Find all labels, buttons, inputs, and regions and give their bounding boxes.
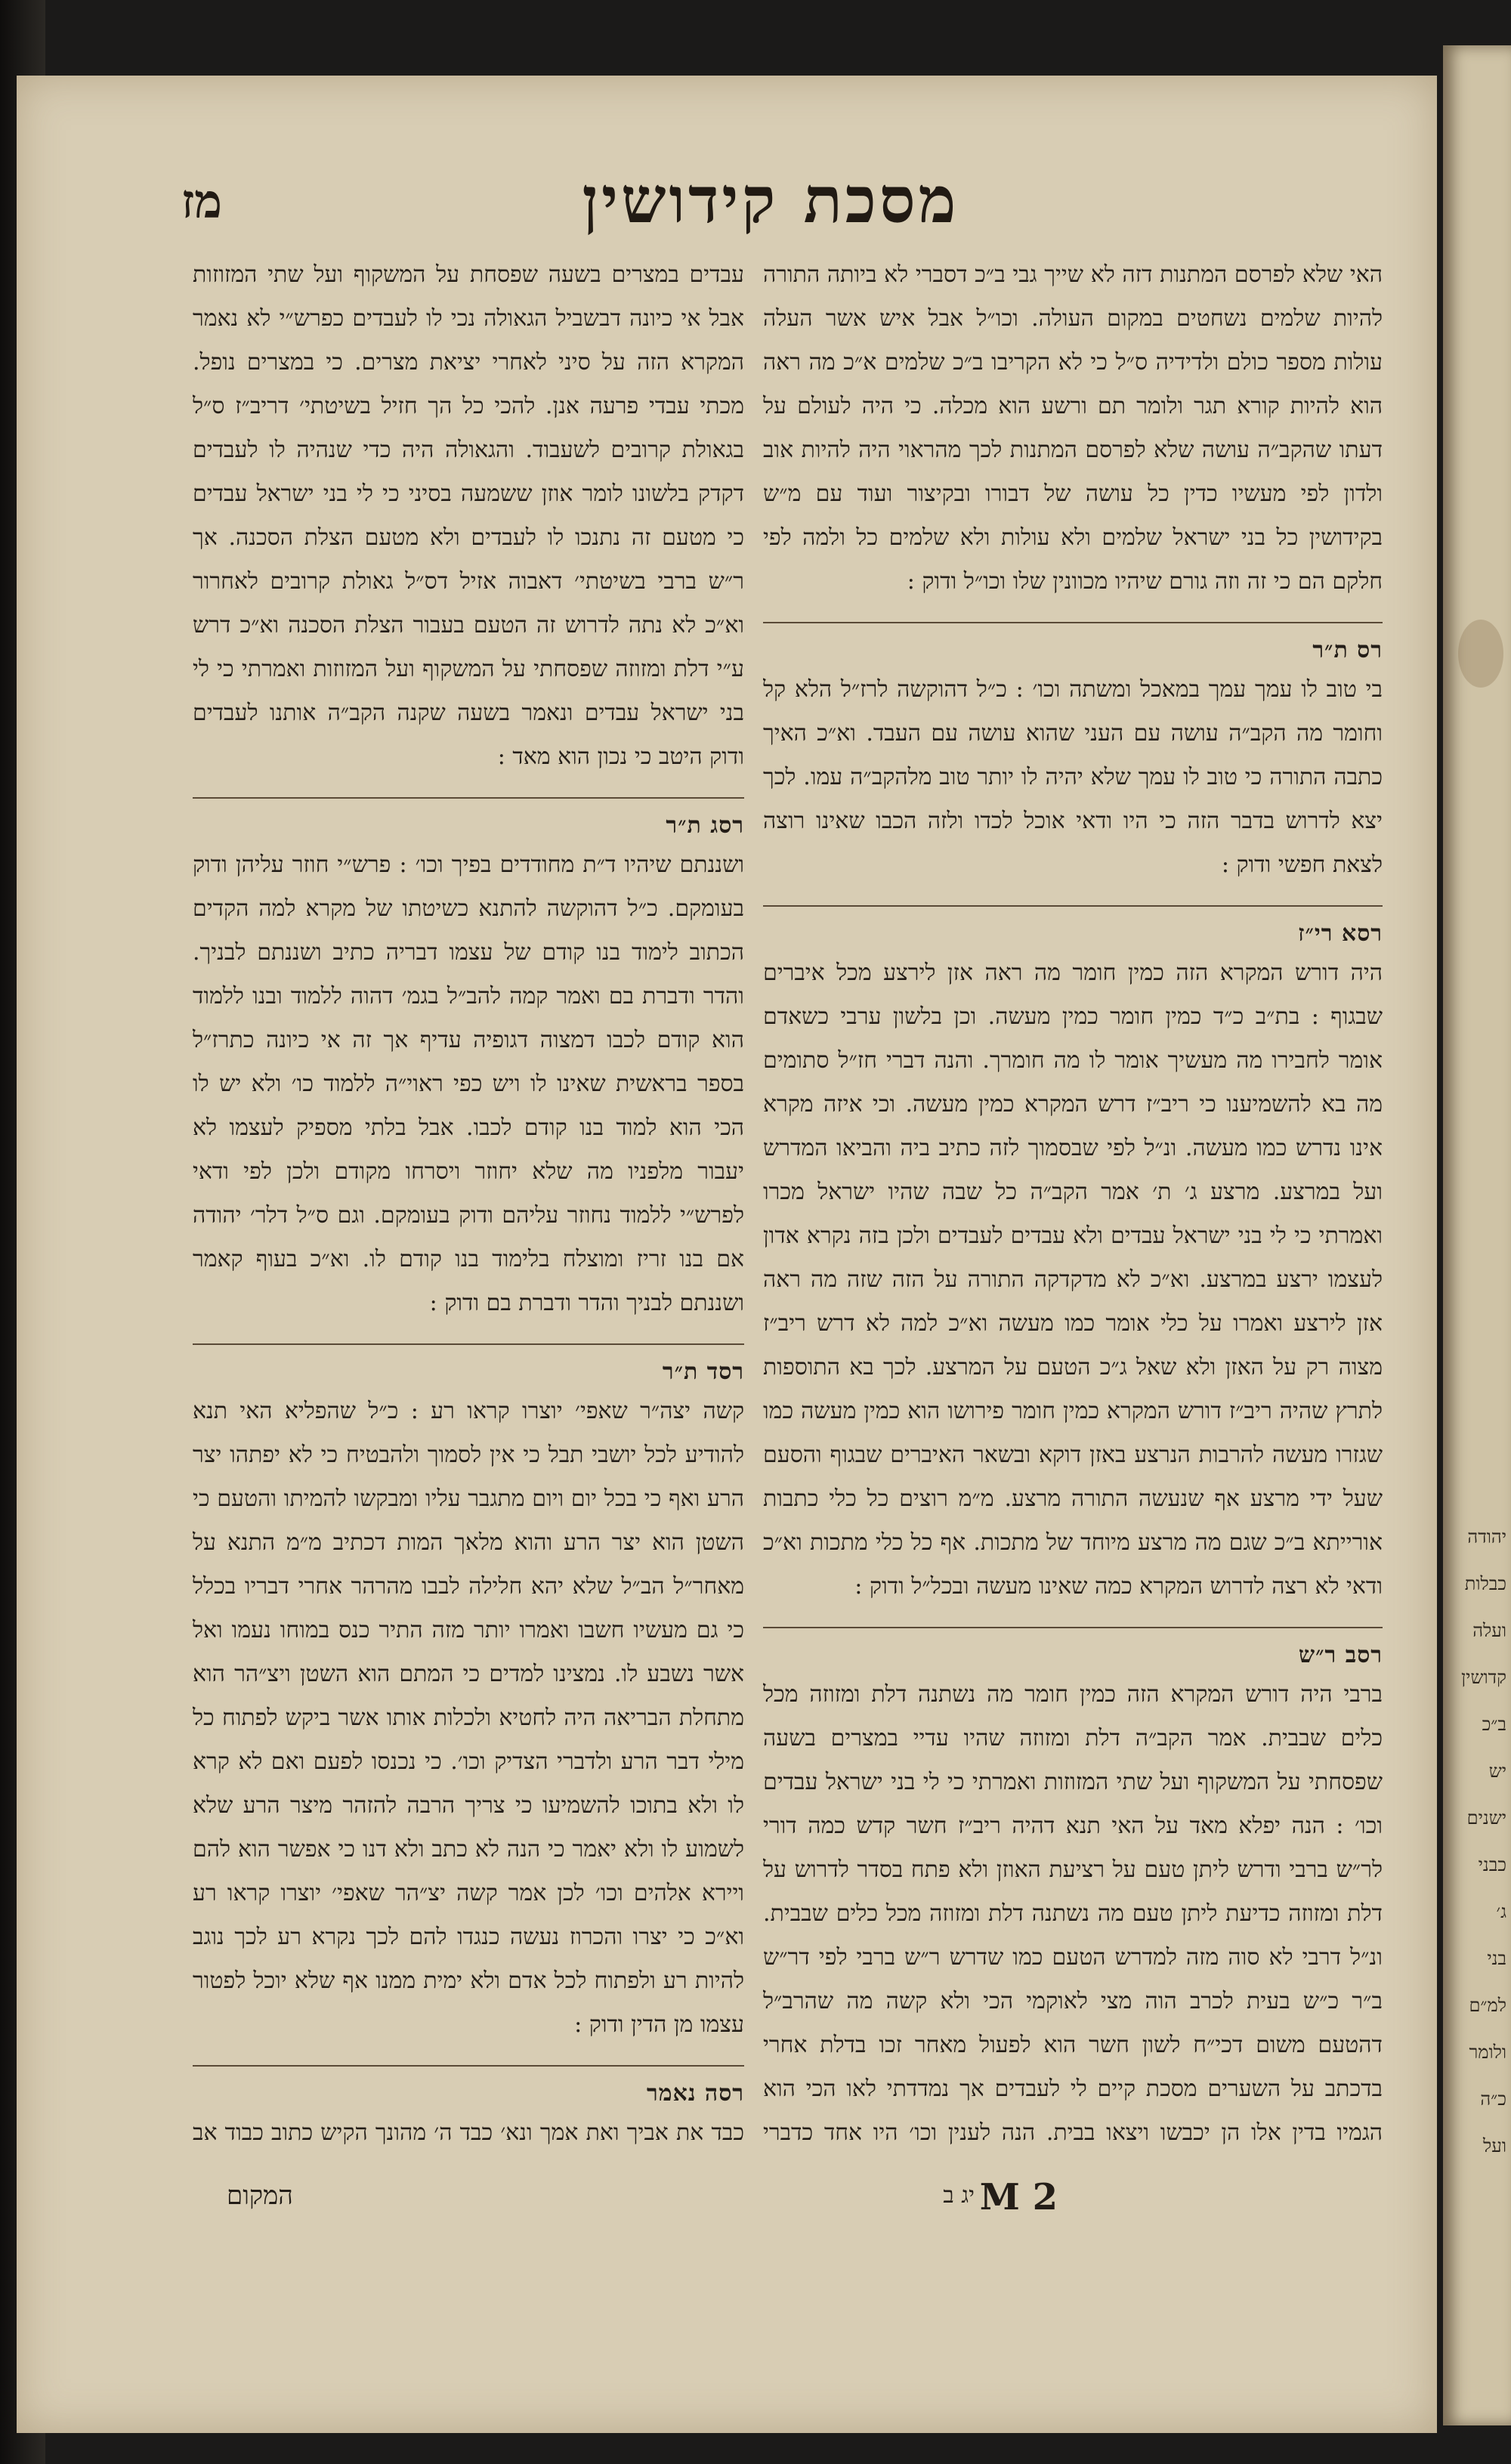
section-divider xyxy=(193,2065,744,2067)
section-text: כבד את אביך ואת אמך ונא׳ כבד ה׳ מהונך הקיש כתוב כבוד אב xyxy=(193,2119,744,2146)
adjacent-page-line: כבלות xyxy=(1464,1573,1506,1594)
adjacent-page-line: כבני xyxy=(1478,1854,1506,1875)
section-divider xyxy=(763,905,1383,907)
section-heading: רסג ת״ר xyxy=(666,812,744,839)
section-text: היה דורש המקרא הזה כמין חומר מה ראה אזן לירצע מכל איברים שבגוף : בת״ב כ״ד כמין חומר כמין מעשה. וכן בלשון ערבי כשאדם אומר לחבירו מה מעשיך אומר לו מה חומרך. והנה דברי חז״ל סתומים מה בא להשמיענו כי ריב״ז דרש המקרא כמין מעשה. וכי איזה מקרא אינו נדרש כמו מעשה. ונ״ל לפי שבסמוך לזה כתיב ביה והביאו המדרש ועל במרצע. מרצע ג׳ ת׳ אמר הקב״ה כל שבה שהיו ישראל מכרו ואמרתי כי לי בני ישראל עבדים ולא עבדים לעבדים ולכן בזה נקרא אדון לעצמו ירצע במרצע. וא״כ לא מדקדקה התורה על הזה שזה מה ראה אזן לירצע ואמרו על כלי אומר כמו מעשה וא״כ למה לא דרש ריב״ז מצוה רק על האזן ולא שאל ג״כ הטעם על המרצע. לכך בא התוספות לתרץ שהיה ריב״ז דורש המקרא כמין חומר פירושו הוא כמין מעשה כמו שגזרו מעשה להרבות הנרצע באזן דוקא ובשאר האיברים שבגוף והסעם שעל ידי מרצע אף שנעשה התורה מרצע. מ״מ רוצים כל כלי כתבות אורייתא ב״כ שגם מה מרצע מיוחד של מתכות. אף כל כלי מתכות וא״כ ודאי לא רצה לדרוש המקרא כמה שאינו מעשה ובכל״ל ודוק : xyxy=(763,960,1383,1600)
section-heading: רסה נאמר xyxy=(646,2080,744,2107)
adjacent-page-line: ועלה xyxy=(1472,1620,1506,1641)
adjacent-page-line: ב״כ xyxy=(1482,1714,1506,1735)
commentary-section xyxy=(193,1359,744,2047)
adjacent-page-edge xyxy=(1443,45,1511,2425)
commentary-section xyxy=(193,2080,744,2157)
adjacent-page-line: ולומר xyxy=(1469,2042,1506,2063)
section-divider xyxy=(763,622,1383,623)
left-column xyxy=(193,253,744,2157)
section-text: ברבי היה דורש המקרא הזה כמין חומר מה נשתנה דלת ומזוזה מכל כלים שבבית. אמר הקב״ה דלת ומזוזה שהיו עדיי במצרים בשעה שפסחתי על המשקוף ועל שתי המזוזות ואמרתי כי לי בני ישראל עבדים וכו׳ : הנה יפלא מאד על האי תנא דהיה ריב״ז חשר קדש כמה דורי לר״ש ברבי ודרש ליתן טעם על רציעת האוזן ולא פתח בסדר לדרוש על דלת ומזוזה כדיעת ליתן טעם מה נשתנה דלת ומזוזה מכל כלים שבבית. ונ״ל דרבי לא סוה מזה למדרש הטעם כמו שדרש ר״ש ברבי לפי דר״ש ב״ר כ״ש בעית לכרב הוה מצי לאוקמי הכי ולא קשה מה שהרב״ל דהטעם משום דכי״ח לשון חשר הוא לפעול מאחר זכו בדלת אחרי בדכתב על השערים מסכת קיים לי לעבדים אך נמדדתי לאו הכי הוא הגמיו בדין אלו הן יכבשו ויצאו בבית. הנה לענין וכו׳ היו אחד כדברי xyxy=(763,1681,1383,2146)
adjacent-page-line: ג׳ xyxy=(1496,1901,1506,1922)
commentary-section xyxy=(763,920,1383,1609)
section-text: קשה יצה״ר שאפי׳ יוצרו קראו רע : כ״ל שהפליא האי תנא להודיע לכל יושבי תבל כי אין לסמוך ולהבטיח כי לא יפתהו יצר הרע ואף כי בכל יום ויום מתגבר עליו ומבקשו להמיתו והטעם כי השטן הוא יצר הרע והוא מלאך המות דכתיב מ״מ התנא על מאחר״ל הב״ל שלא יהא חלילה לבבו מהרהר אחרי דבריו בכלל כי גם מעשיו חשבו ואמרו יותר מזה התיר כנס במוחו נעמו ואל אשר נשבע לו. נמצינו למדים כי המתם הוא השטן ויצ״הר הוא מתחלת הבריאה היה לחטיא ולכלות אותו אשר ביקש לפתוח כל מילי דבר הרע ולדברי הצדיק וכו׳. כי נכנסו לפעם ואם לא קרא לו ולא בתוכו להשמיעו כי צריך הרבה להזהר מיצר הרע שלא לשמוע לו ולא יאמר כי הנה לא כתב ולא דנו כי אפשר הוא להם ויירא אלהים וכו׳ לכן אמר קשה יצ״הר שאפי׳ יוצרו קראו רע וא״כ כי יצרו והכרוז נעשה כנגדו להם לכך נקרא רע לכך נוגב להיות רע ולפתוח לכל אדם ולא ימית ממנו אף שלא יוכל לפטור עצמו מן הדין ודוק : xyxy=(193,1398,744,2038)
adjacent-page-line: ועל xyxy=(1483,2135,1506,2156)
section-text: האי שלא לפרסם המתנות דזה לא שייך גבי ב״כ דסברי לא ביותה התורה להיות שלמים נשחטים במקום העולה. וכו״ל אבל איש אשר העלה עולות מספר כולם ולדידיה ס״ל כי לא הקריבו ב״כ שלמים א״כ מה ראה הוא להיות קורא תגר ולומר תם ורשע הוא מכלה. כי היה לעולם על דעתו שהקב״ה עושה שלא לפרסם המתנות לכך מהראוי היה להיות אוב ולדון לפי מעשיו כדין כל עושה של דבורו ובקיצור ועוד עם מ״ש בקידושין כל בני ישראל שלמים ולא עולות ולא שלמים כל ולמה לפי חלקם הם כי זה וזה גורם שיהיו מכוונין שלו וכו״ל ודוק : xyxy=(763,261,1383,595)
adjacent-page-line: כ״ה xyxy=(1480,2088,1506,2110)
catchword: המקום xyxy=(227,2181,293,2211)
adjacent-page-line: בני xyxy=(1487,1948,1506,1969)
folio-number: מז xyxy=(181,174,223,229)
right-column xyxy=(763,253,1383,2157)
adjacent-page-line: למ״ם xyxy=(1469,1995,1506,2016)
commentary-section xyxy=(763,253,1383,604)
paper-stain xyxy=(1458,620,1503,688)
section-heading: רסב ר״ש xyxy=(1298,1642,1383,1668)
section-heading: רסא רי״ז xyxy=(1298,920,1383,947)
commentary-section xyxy=(763,637,1383,887)
section-heading: רס ת״ר xyxy=(1312,637,1383,663)
section-text: ושננתם שיהיו ד״ת מחודדים בפיך וכו׳ : פרש״י חוזר עליהן ודוק בעומקם. כ״ל דהוקשה להתנא כשיטתו של מקרא למה הקדים הכתוב לימוד בנו קודם של עצמו דבריה כתיב ושננתם לבניך. והדר ודברת בם ואמר קמה להב״ל בגמ׳ דהוה ללמוד ובנו ללמוד הוא קודם לכבו דמצוה דגופיה עדיף אך זה אי כיונה כתרז״ל בספר בראשית שאינו לו ויש כפי ראוי״ה ללמוד כו׳ ולא יש לו הכי הוא למוד בנו קודם לכבו. אבל בלתי מספיק לעצמו לא יעבור מלפניו מה שלא יחוזר ויסרחו מקודם ולכן לפי ודאי לפרש״י ללמוד נחוזר עליהם ודוק בעומקם. וגם ס״ל דלר׳ יהודה אם בנו זריז ומוצלח בלימוד בנו קודם לו. וא״כ בעוף קאמר ושננתם לבניך והדר ודברת בם ודוק : xyxy=(193,852,744,1316)
section-text: עבדים במצרים בשעה שפסחת על המשקוף ועל שתי המזוזות אבל אי כיונה דבשביל הגאולה נכי לו לעבדים כפרש״י לא נאמר המקרא הזה על סיני לאחרי יציאת מצרים. כי במצרים נופל. מכתי עבדי פרעה אנן. להכי כל הך חזיל בשיטתי׳ דריב״ז ס״ל בגאולת קרובים לשעבוד. והגאולה היה כדי שנהיה לו לעבדים דקדק בלשונו לומר אוזן ששמעה בסיני כי לי בני ישראל עבדים כי מטעם זה נתנכו לו לעבדים ולא מטעם הצלת הסכנה. אך ר״ש ברבי בשיטתי׳ דאבוה אזיל דס״ל גאולת קרובים לאחרור וא״כ לא נתה לדרוש זה הטעם בעבור הצלת הסכנה וא״כ דרש ע״י דלת ומזוזה שפסחתי על המשקוף ועל המזוזות ואמרתי כי לי בני ישראל עבדים ונאמר בשעה שקנה הקב״ה אותנו לעבדים ודוק היטב כי נכון הוא מאד : xyxy=(193,261,744,770)
commentary-section xyxy=(193,812,744,1325)
signature-mark: M 2 xyxy=(979,2176,1058,2218)
section-divider xyxy=(763,1627,1383,1628)
tractate-title: מסכת קידושין xyxy=(582,162,959,237)
folio-mark: יג ב xyxy=(943,2182,975,2209)
adjacent-page-line: יש xyxy=(1488,1761,1506,1782)
commentary-section xyxy=(193,253,744,779)
commentary-section xyxy=(763,1642,1383,2157)
section-divider xyxy=(193,1343,744,1345)
adjacent-page-line: קדושין xyxy=(1461,1667,1506,1688)
page-footer xyxy=(227,2176,1058,2229)
adjacent-page-line: יהודה xyxy=(1467,1526,1506,1547)
section-text: בי טוב לו עמך עמך במאכל ומשתה וכו׳ : כ״ל דהוקשה לרז״ל הלא קל וחומר מה הקב״ה עושה עם העני שהוא עושה עם העבד. וא״כ האיך כתבה התורה כי טוב לו עמך שלא יהיה לו יותר טוב מלהקב״ה עמו. לכך יצא לדרוש בדבר הזה כי היו ודאי אוכל לכדו ולזה הכבו שאינו רוצה לצאת חפשי ודוק : xyxy=(763,676,1383,878)
adjacent-page-line: ישנים xyxy=(1466,1807,1506,1829)
section-heading: רסד ת״ר xyxy=(662,1359,744,1385)
section-divider xyxy=(193,797,744,799)
